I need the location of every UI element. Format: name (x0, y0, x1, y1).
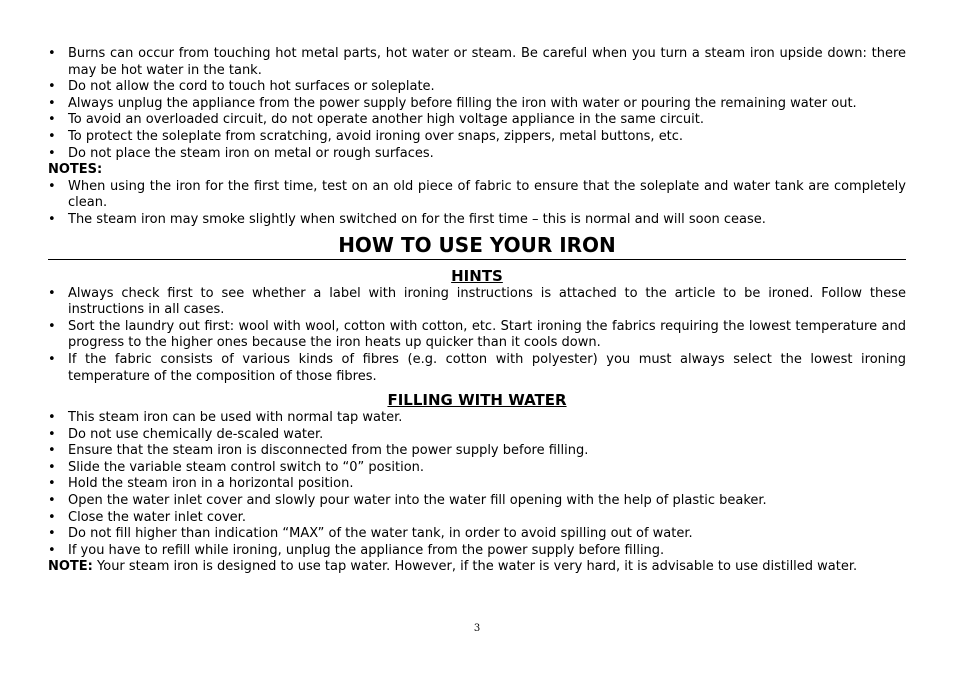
list-item: • Always unplug the appliance from the power supply before filling the iron with water or pouring the remaining water out. (48, 96, 906, 113)
notes-list (48, 179, 906, 229)
list-item: • Always check first to see whether a label with ironing instructions is attached to the article to be ironed. Follow these instructions in all cases. (48, 286, 906, 319)
safety-list (48, 46, 906, 162)
list-item: • When using the iron for the first time, test on an old piece of fabric to ensure that the soleplate and water tank are completely clean. (48, 179, 906, 212)
note-label: NOTE: (48, 559, 93, 575)
filling-heading: FILLING WITH WATER (387, 391, 567, 410)
hints-heading: HINTS (451, 266, 503, 285)
list-item: • Close the water inlet cover. (48, 510, 906, 527)
document-page (48, 46, 906, 576)
list-item: • Open the water inlet cover and slowly pour water into the water fill opening with the help of plastic beaker. (48, 493, 906, 510)
water-note (48, 559, 906, 576)
list-item: • Hold the steam iron in a horizontal position. (48, 476, 906, 493)
list-item: • The steam iron may smoke slightly when switched on for the first time – this is normal and will soon cease. (48, 212, 906, 229)
section-title: HOW TO USE YOUR IRON (48, 233, 906, 260)
list-item: • Sort the laundry out first: wool with wool, cotton with cotton, etc. Start ironing the fabrics requiring the lowest temperature and progress to the higher ones because the iron heats up quicker than it cools down. (48, 319, 906, 352)
page-number: 3 (473, 623, 481, 634)
list-item: • This steam iron can be used with normal tap water. (48, 410, 906, 427)
list-item: • If the fabric consists of various kinds of fibres (e.g. cotton with polyester) you must always select the lowest ironing temperature of the composition of those fibres. (48, 352, 906, 385)
list-item: • Slide the variable steam control switch to “0” position. (48, 460, 906, 477)
list-item: • If you have to refill while ironing, unplug the appliance from the power supply before filling. (48, 543, 906, 560)
list-item: • Do not place the steam iron on metal or rough surfaces. (48, 146, 906, 163)
list-item: • Burns can occur from touching hot metal parts, hot water or steam. Be careful when you turn a steam iron upside down: there may be hot water in the tank. (48, 46, 906, 79)
list-item: • To protect the soleplate from scratching, avoid ironing over snaps, zippers, metal buttons, etc. (48, 129, 906, 146)
filling-list (48, 410, 906, 559)
hints-list (48, 286, 906, 386)
notes-label: NOTES: (48, 162, 103, 178)
list-item: • Ensure that the steam iron is disconnected from the power supply before filling. (48, 443, 906, 460)
list-item: • To avoid an overloaded circuit, do not operate another high voltage appliance in the same circuit. (48, 112, 906, 129)
list-item: • Do not allow the cord to touch hot surfaces or soleplate. (48, 79, 906, 96)
list-item: • Do not fill higher than indication “MAX” of the water tank, in order to avoid spilling out of water. (48, 526, 906, 543)
list-item: • Do not use chemically de-scaled water. (48, 427, 906, 444)
note-text: Your steam iron is designed to use tap water. However, if the water is very hard, it is advisable to use distilled water. (92, 559, 858, 575)
